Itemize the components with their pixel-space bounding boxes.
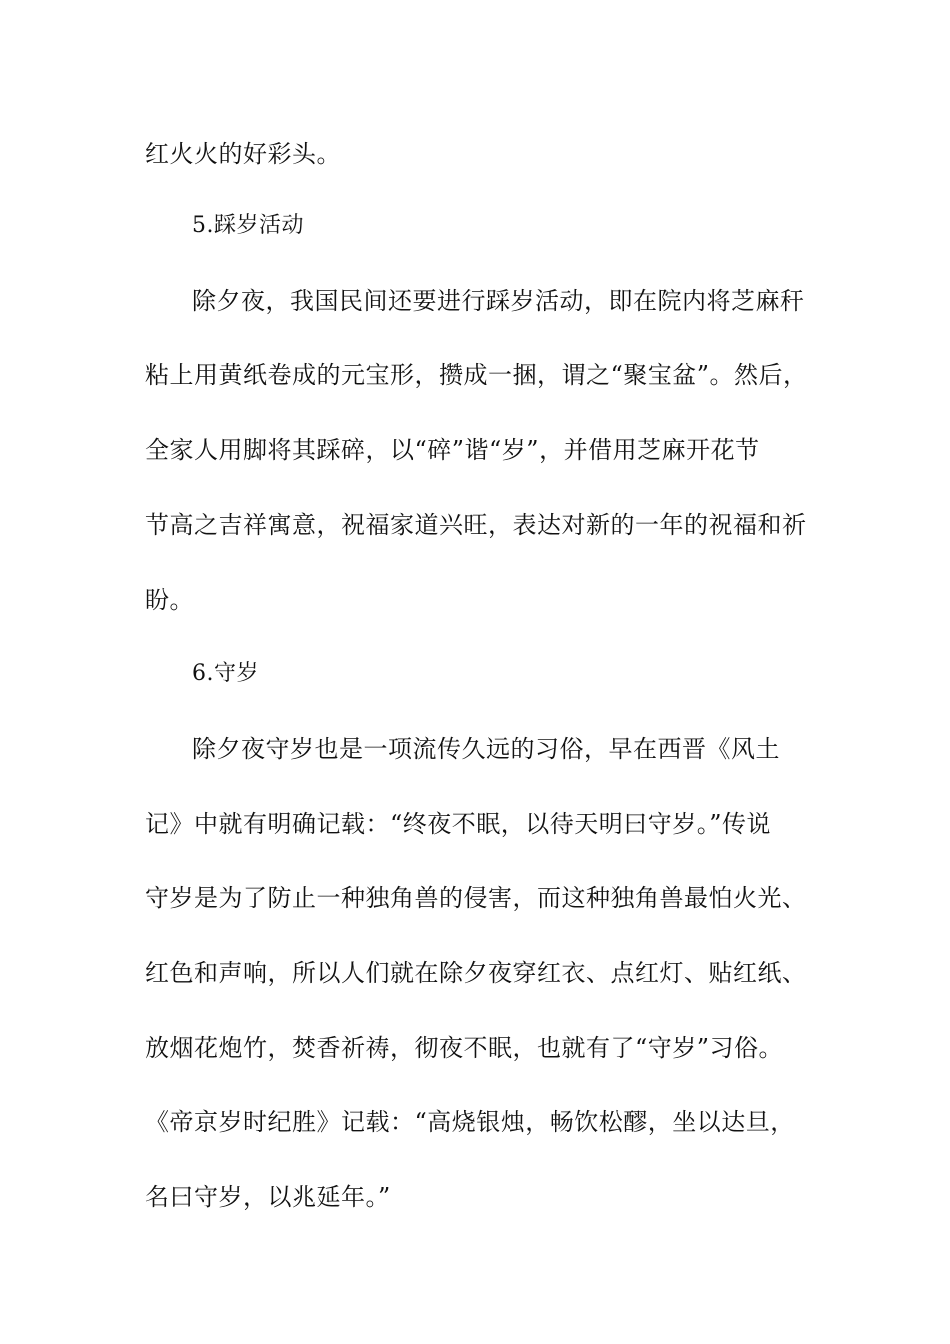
paragraph-line: 红色和声响，所以人们就在除夕夜穿红衣、点红灯、贴红纸、 — [145, 959, 807, 987]
paragraph-line: 守岁是为了防止一种独角兽的侵害，而这种独角兽最怕火光、 — [145, 884, 807, 912]
paragraph-line: 盼。 — [145, 586, 194, 614]
paragraph-line: 除夕夜，我国民间还要进行踩岁活动，即在院内将芝麻秆 — [192, 287, 805, 315]
paragraph-line: 《帝京岁时纪胜》记载：“高烧银烛，畅饮松醪，坐以达旦， — [145, 1108, 795, 1136]
paragraph-line: 除夕夜守岁也是一项流传久远的习俗，早在西晋《风土 — [192, 735, 780, 763]
paragraph-line: 名曰守岁，以兆延年。” — [145, 1183, 391, 1211]
paragraph-line: 放烟花炮竹，焚香祈祷，彻夜不眠，也就有了“守岁”习俗。 — [145, 1034, 784, 1062]
section-heading-5: 5.踩岁活动 — [192, 213, 304, 238]
paragraph-line: 节高之吉祥寓意，祝福家道兴旺，表达对新的一年的祝福和祈 — [145, 511, 807, 539]
paragraph-line: 全家人用脚将其踩碎，以“碎”谐“岁”，并借用芝麻开花节 — [145, 436, 760, 464]
paragraph-line: 红火火的好彩头。 — [145, 140, 341, 168]
paragraph-line: 记》中就有明确记载：“终夜不眠，以待天明曰守岁。”传说 — [145, 810, 772, 838]
section-heading-6: 6.守岁 — [192, 661, 259, 686]
paragraph-line: 粘上用黄纸卷成的元宝形，攒成一捆，谓之“聚宝盆”。然后， — [145, 361, 808, 389]
